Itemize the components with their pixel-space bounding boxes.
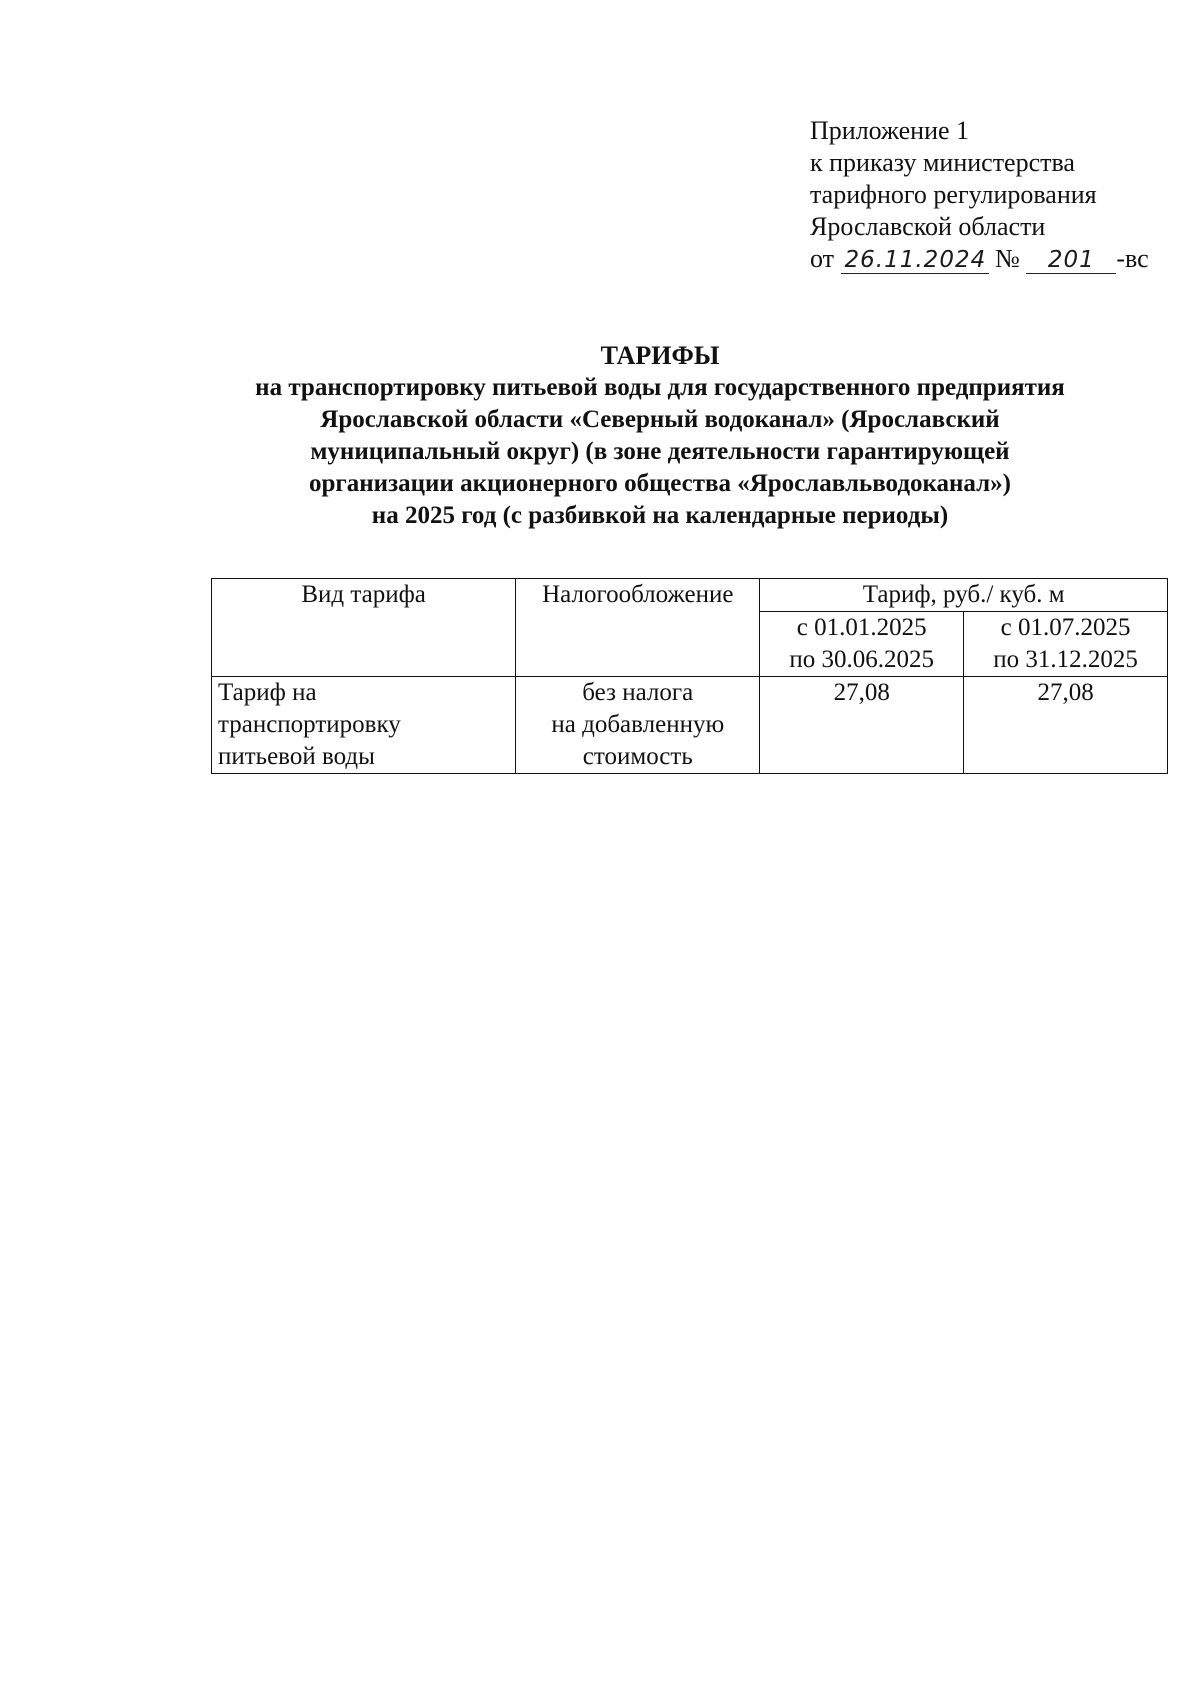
number-prefix: № [995, 244, 1020, 273]
tariff-type-line-1: Тариф на [218, 679, 317, 706]
appendix-line-4: Ярославской области [810, 212, 1046, 241]
appendix-line-2: к приказу министерства [810, 148, 1075, 177]
title-line-1: на транспортировку питьевой воды для государственного предприятия [255, 374, 1065, 401]
title-heading: ТАРИФЫ [600, 341, 720, 370]
title-line-2: Ярославской области «Северный водоканал» (Ярославский [320, 406, 1000, 433]
from-prefix: от [810, 244, 835, 273]
taxation-line-3: стоимость [582, 743, 693, 770]
header-tariff-value: Тариф, руб./ куб. м [760, 579, 1168, 612]
appendix-header [810, 115, 1170, 275]
title-line-5: на 2025 год (с разбивкой на календарные периоды) [371, 502, 949, 529]
period-2-start: с 01.07.2025 [1000, 614, 1131, 641]
period-2-end: по 31.12.2025 [993, 646, 1138, 673]
taxation-line-1: без налога [582, 679, 694, 706]
period-1-start: с 01.01.2025 [796, 614, 927, 641]
cell-period-2-value: 27,08 [964, 677, 1168, 774]
appendix-date-line [810, 243, 1170, 275]
handwritten-number: 201 [1026, 247, 1116, 274]
title-line-3: муниципальный округ) (в зоне деятельности гарантирующей [310, 438, 1010, 465]
header-tariff-type: Вид тарифа [212, 579, 516, 677]
document-title [180, 340, 1140, 532]
taxation-line-2: на добавленную [551, 711, 725, 738]
header-taxation: Налогообложение [516, 579, 760, 677]
header-period-1 [760, 612, 964, 677]
cell-tariff-type [212, 677, 516, 774]
tariff-table [211, 578, 1168, 774]
header-period-2 [964, 612, 1168, 677]
tariff-type-line-2: транспортировку [218, 711, 401, 738]
table-row [212, 677, 1168, 774]
title-line-4: организации акционерного общества «Ярославльводоканал») [309, 470, 1011, 497]
cell-period-1-value: 27,08 [760, 677, 964, 774]
table-header-row [212, 579, 1168, 612]
cell-taxation [516, 677, 760, 774]
number-suffix: -вс [1116, 244, 1149, 273]
appendix-line-1: Приложение 1 [810, 116, 970, 145]
handwritten-date: 26.11.2024 [841, 247, 989, 274]
appendix-line-3: тарифного регулирования [810, 180, 1097, 209]
period-1-end: по 30.06.2025 [789, 646, 935, 673]
tariff-type-line-3: питьевой воды [218, 743, 375, 770]
